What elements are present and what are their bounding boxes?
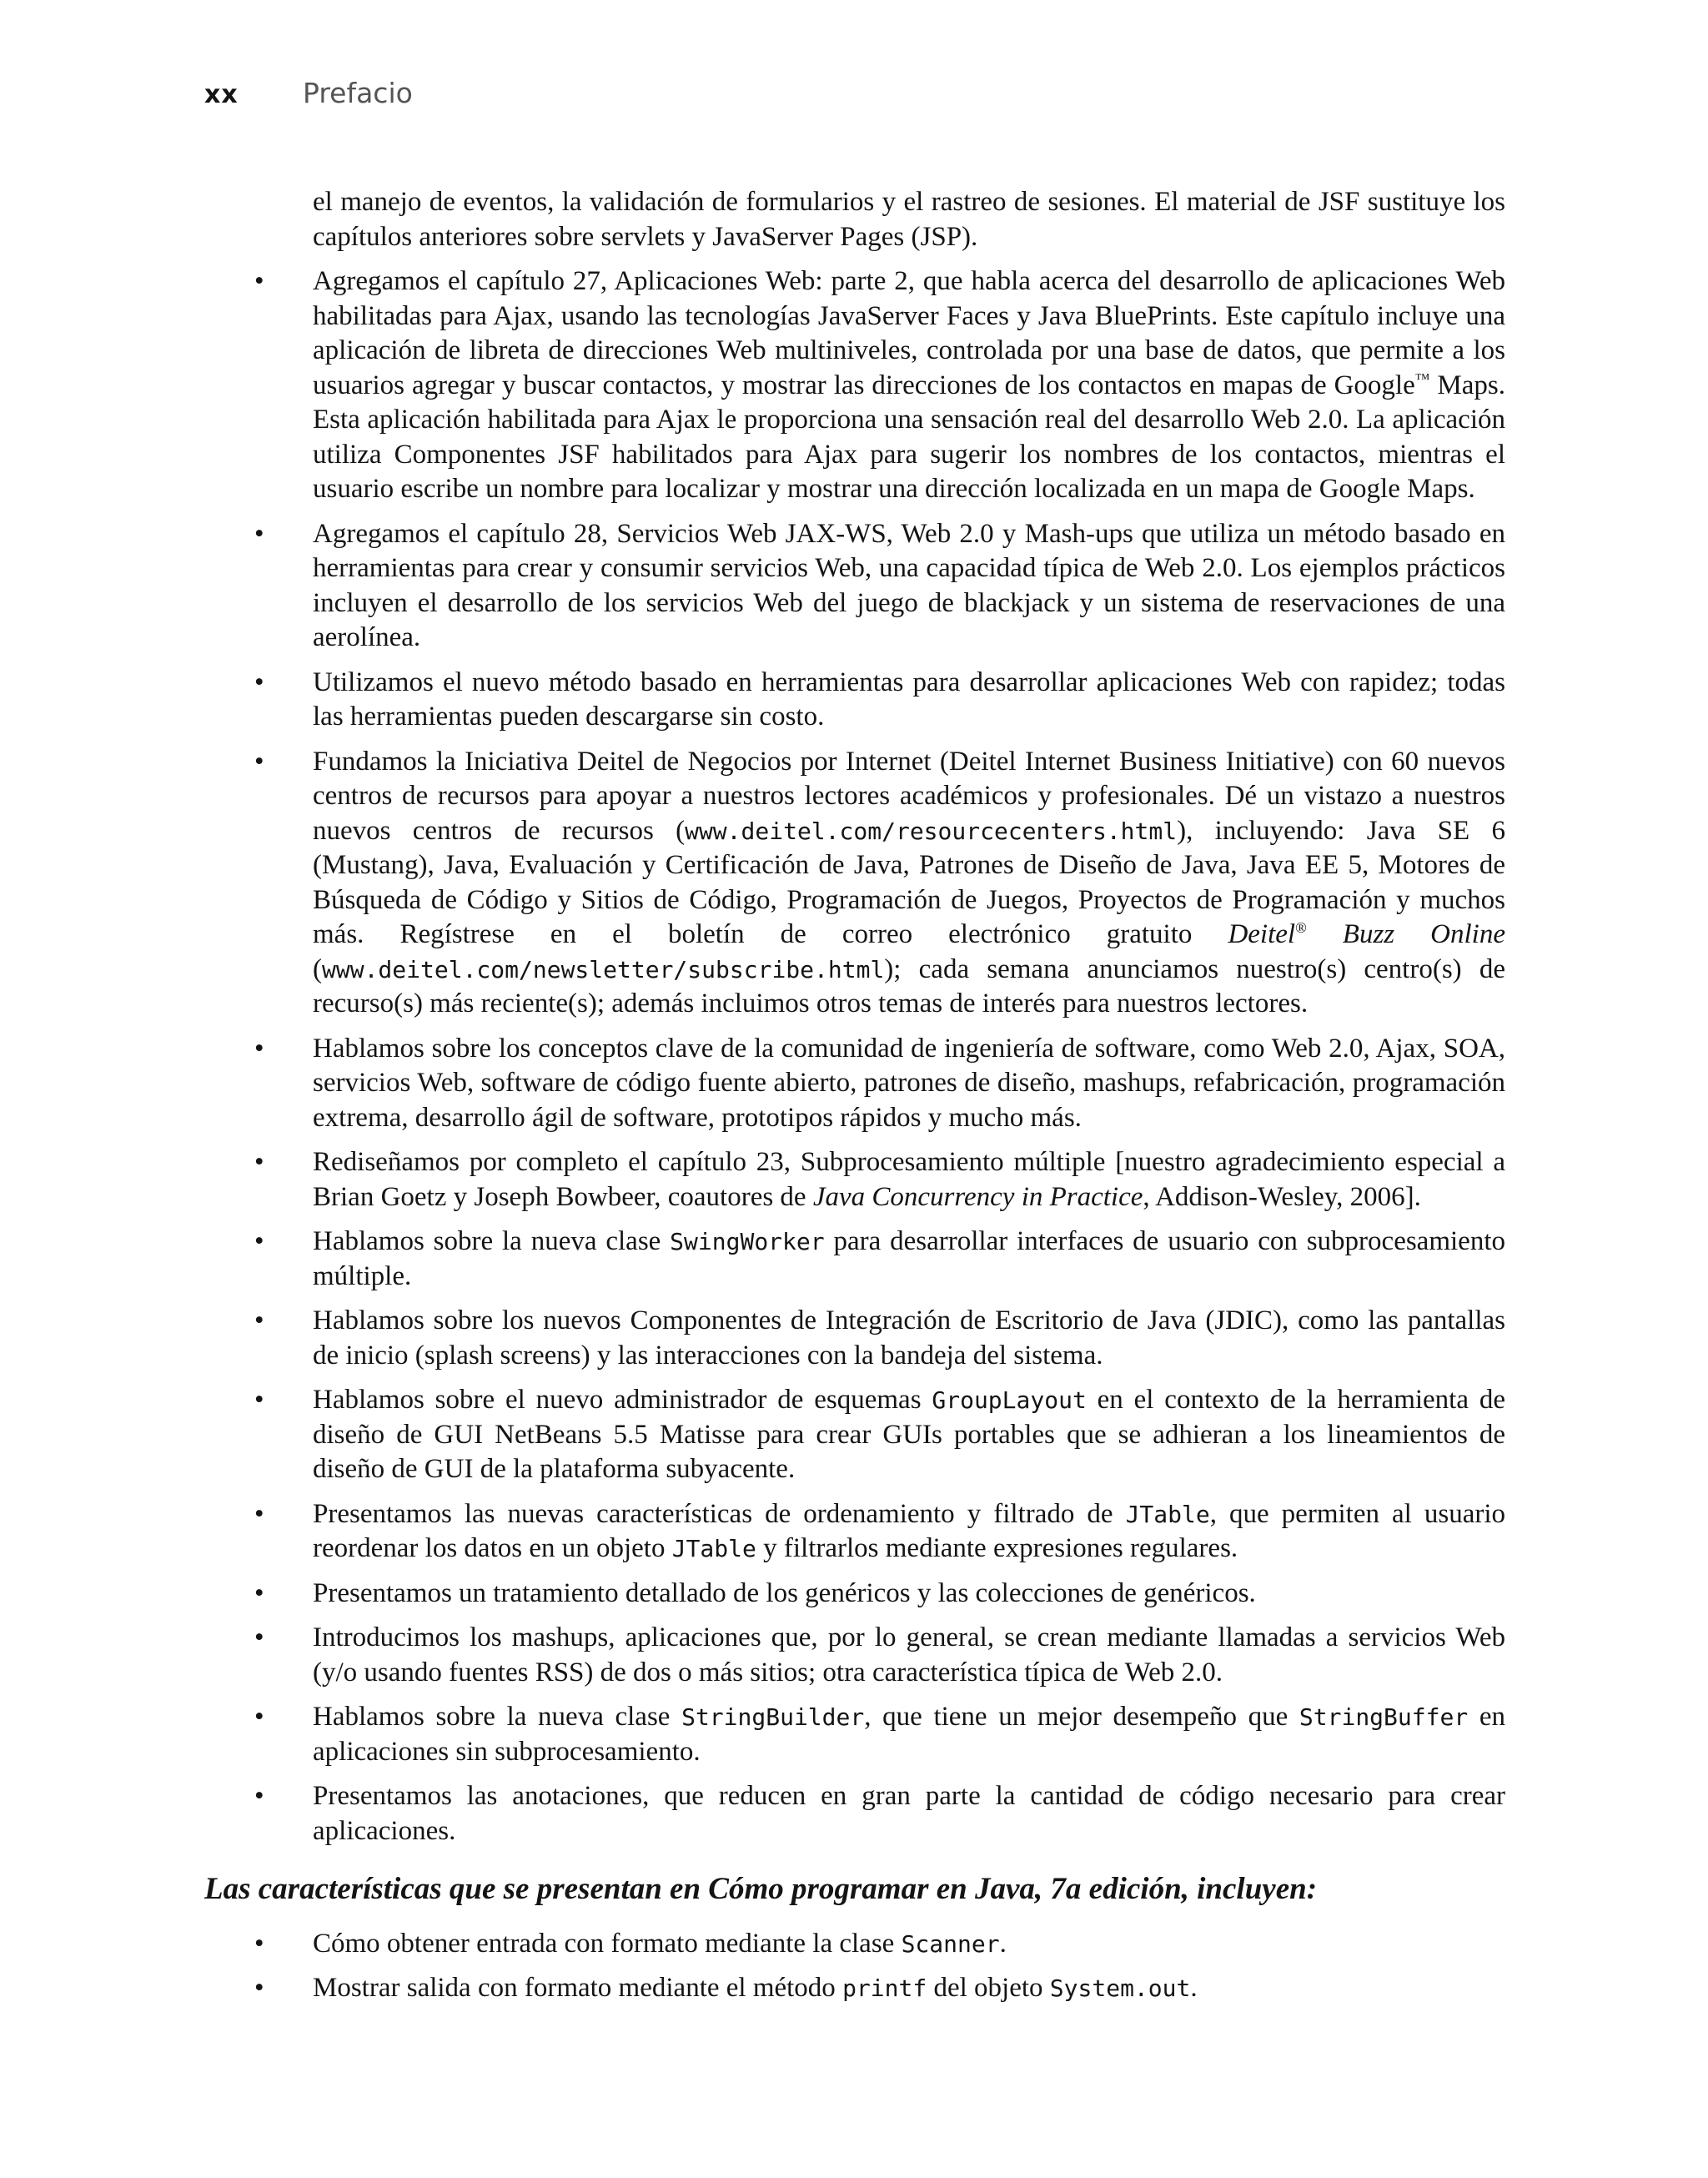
book-title: Java Concurrency in Practice bbox=[812, 1181, 1143, 1212]
bullet-icon: • bbox=[254, 518, 264, 549]
list-item bbox=[204, 1927, 1505, 1962]
url-code: www.deitel.com/resourcecenters.html bbox=[685, 817, 1178, 845]
list-item bbox=[204, 1577, 1505, 1612]
newsletter-title: Buzz Online bbox=[1306, 919, 1505, 949]
bullet-icon: • bbox=[254, 1498, 264, 1529]
list-item bbox=[204, 1304, 1505, 1373]
item-text: Hablamos sobre los conceptos clave de la comunidad de ingeniería de software, como Web 2.0, Ajax, SOA, servicios Web, software de código fuente abierto, patrones de diseño, mashups, refabricación, programación extrema, desarrollo ágil de software, prototipos rápidos y mucho más. bbox=[313, 1033, 1505, 1133]
item-text: Introducimos los mashups, aplicaciones que, por lo general, se crean mediante llamadas a servicios Web (y/o usando fuentes RSS) de dos o más sitios; otra característica típica de Web 2.0. bbox=[313, 1622, 1505, 1688]
item-text: en el contexto de la herramienta de diseño de GUI NetBeans 5.5 Matisse para crear GUIs portables que se adhieran a los lineamientos de diseño de GUI de la plataforma subyacente. bbox=[313, 1385, 1505, 1484]
item-text: Hablamos sobre la nueva clase bbox=[313, 1702, 682, 1732]
item-text: Hablamos sobre los nuevos Componentes de Integración de Escritorio de Java (JDIC), como las pantallas de inicio (splash screens) y las interacciones con la bandeja del sistema. bbox=[313, 1305, 1505, 1371]
class-name-code: StringBuilder bbox=[681, 1703, 865, 1731]
class-name-code: Scanner bbox=[901, 1929, 1000, 1958]
list-item bbox=[204, 1700, 1505, 1769]
item-text: , que tiene un mejor desempeño que bbox=[864, 1702, 1299, 1732]
item-text: Fundamos la Iniciativa Deitel de Negocios por Internet (Deitel Internet Business Initiative) con 60 nuevos centros de recursos para apoyar a nuestros lectores académicos y profesionales. Dé un vistazo a nuestros nuevos centros de recursos ( bbox=[313, 746, 1505, 846]
item-text: para desarrollar interfaces de usuario con subprocesamiento múltiple. bbox=[313, 1226, 1505, 1291]
list-item bbox=[204, 517, 1505, 656]
trademark-symbol: ™ bbox=[1414, 370, 1430, 387]
registered-symbol: ® bbox=[1295, 919, 1307, 936]
bullet-icon: • bbox=[254, 1033, 264, 1064]
section-title: Prefacio bbox=[303, 77, 413, 109]
item-text: Cómo obtener entrada con formato mediante la clase bbox=[313, 1928, 902, 1959]
list-item bbox=[204, 666, 1505, 735]
item-text: Presentamos un tratamiento detallado de los genéricos y las colecciones de genéricos. bbox=[313, 1577, 1256, 1608]
list-item bbox=[204, 1383, 1505, 1487]
item-text: , Addison-Wesley, 2006]. bbox=[1143, 1181, 1421, 1212]
page-number: xx bbox=[204, 80, 239, 109]
bullet-icon: • bbox=[254, 1226, 264, 1256]
list-item bbox=[204, 1621, 1505, 1690]
page-body bbox=[204, 185, 1505, 2016]
bullet-icon: • bbox=[254, 1305, 264, 1335]
features-list bbox=[204, 1927, 1505, 2006]
class-name-code: JTable bbox=[1125, 1500, 1210, 1528]
list-item bbox=[204, 1779, 1505, 1849]
list-item bbox=[204, 264, 1505, 507]
item-text: . bbox=[1190, 1973, 1198, 2003]
item-text: Mostrar salida con formato mediante el método bbox=[313, 1973, 843, 2003]
item-text: Presentamos las nuevas características de ordenamiento y filtrado de bbox=[313, 1498, 1126, 1529]
list-item bbox=[204, 1497, 1505, 1567]
class-name-code: JTable bbox=[671, 1535, 756, 1562]
item-text: y filtrarlos mediante expresiones regulares. bbox=[756, 1533, 1238, 1563]
bullet-icon: • bbox=[254, 1702, 264, 1732]
item-text: ( bbox=[313, 953, 322, 984]
bullet-icon: • bbox=[254, 1928, 264, 1959]
bullet-icon: • bbox=[254, 1781, 264, 1811]
list-item bbox=[204, 1145, 1505, 1215]
item-text: ), incluyendo: Java SE 6 (Mustang), Java, Evaluación y Certificación de Java, Patrones de Diseño de Java, Java EE 5, Motores de Búsqueda de Código y Sitios de Código, Programación de Juegos, Proyectos de Programación y muchos más. Regístrese en el boletín de correo electrónico gratuito bbox=[313, 815, 1505, 949]
bullet-icon: • bbox=[254, 1577, 264, 1608]
item-text: Hablamos sobre el nuevo administrador de esquemas bbox=[313, 1385, 932, 1415]
bullet-icon: • bbox=[254, 1147, 264, 1177]
continuation-paragraph: el manejo de eventos, la validación de formularios y el rastreo de sesiones. El material de JSF sustituye los capítulos anteriores sobre servlets y JavaServer Pages (JSP). bbox=[313, 187, 1505, 252]
item-text: Presentamos las anotaciones, que reducen en gran parte la cantidad de código necesario para crear aplicaciones. bbox=[313, 1781, 1505, 1846]
url-code: www.deitel.com/newsletter/subscribe.html bbox=[322, 955, 885, 983]
item-text: Maps. Esta aplicación habilitada para Ajax le proporciona una sensación real del desarrollo Web 2.0. La aplicación utiliza Componentes JSF habilitados para Ajax para sugerir los nombres de los contactos, mientras el usuario escribe un nombre para localizar y mostrar una dirección localizada en un mapa de Google Maps. bbox=[313, 370, 1505, 504]
class-name-code: StringBuffer bbox=[1299, 1703, 1469, 1731]
item-text: . bbox=[999, 1928, 1007, 1959]
bullet-icon: • bbox=[254, 666, 264, 697]
running-head bbox=[204, 77, 413, 109]
list-item bbox=[204, 1225, 1505, 1294]
class-name-code: GroupLayout bbox=[932, 1386, 1087, 1414]
item-text: Agregamos el capítulo 27, Aplicaciones Web: parte 2, que habla acerca del desarrollo de aplicaciones Web habilitadas para Ajax, usando las tecnologías JavaServer Faces y Java BluePrints. Este capítulo incluye una aplicación de libreta de direcciones Web multiniveles, controlada por una base de datos, que permite a los usuarios agregar y buscar contactos, y mostrar las direcciones de los contactos en mapas de Google bbox=[313, 266, 1505, 400]
method-name-code: printf bbox=[842, 1974, 927, 2002]
item-text: Utilizamos el nuevo método basado en herramientas para desarrollar aplicaciones Web con rapidez; todas las herramientas pueden descargarse sin costo. bbox=[313, 666, 1505, 732]
list-item bbox=[204, 1971, 1505, 2006]
list-item bbox=[204, 745, 1505, 1022]
item-text: en aplicaciones sin subprocesamiento. bbox=[313, 1702, 1505, 1767]
class-name-code: SwingWorker bbox=[670, 1228, 825, 1255]
bullet-icon: • bbox=[254, 746, 264, 777]
item-text: , que permiten al usuario reordenar los datos en un objeto bbox=[313, 1498, 1505, 1563]
newsletter-title: Deitel bbox=[1228, 919, 1296, 949]
bullet-icon: • bbox=[254, 1385, 264, 1415]
bullet-icon: • bbox=[254, 1973, 264, 2003]
changes-list bbox=[204, 264, 1505, 1849]
item-text: ); cada semana anunciamos nuestro(s) centro(s) de recurso(s) más reciente(s); además incluimos otros temas de interés para nuestros lectores. bbox=[313, 953, 1505, 1019]
list-item bbox=[204, 1032, 1505, 1136]
item-text: del objeto bbox=[927, 1973, 1050, 2003]
bullet-icon: • bbox=[254, 266, 264, 296]
item-text: Hablamos sobre la nueva clase bbox=[313, 1226, 671, 1256]
item-text: Agregamos el capítulo 28, Servicios Web JAX-WS, Web 2.0 y Mash-ups que utiliza un método basado en herramientas para crear y consumir servicios Web, una capacidad típica de Web 2.0. Los ejemplos prácticos incluyen el desarrollo de los servicios Web del juego de blackjack y un sistema de reservaciones de una aerolínea. bbox=[313, 518, 1505, 652]
item-text: Rediseñamos por completo el capítulo 23, Subprocesamiento múltiple [nuestro agradecimiento especial a Brian Goetz y Joseph Bowbeer, coautores de bbox=[313, 1147, 1505, 1212]
object-name-code: System.out bbox=[1049, 1974, 1191, 2002]
bullet-icon: • bbox=[254, 1622, 264, 1652]
features-heading: Las características que se presentan en Cómo programar en Java, 7a edición, incluyen: bbox=[204, 1872, 1318, 1906]
